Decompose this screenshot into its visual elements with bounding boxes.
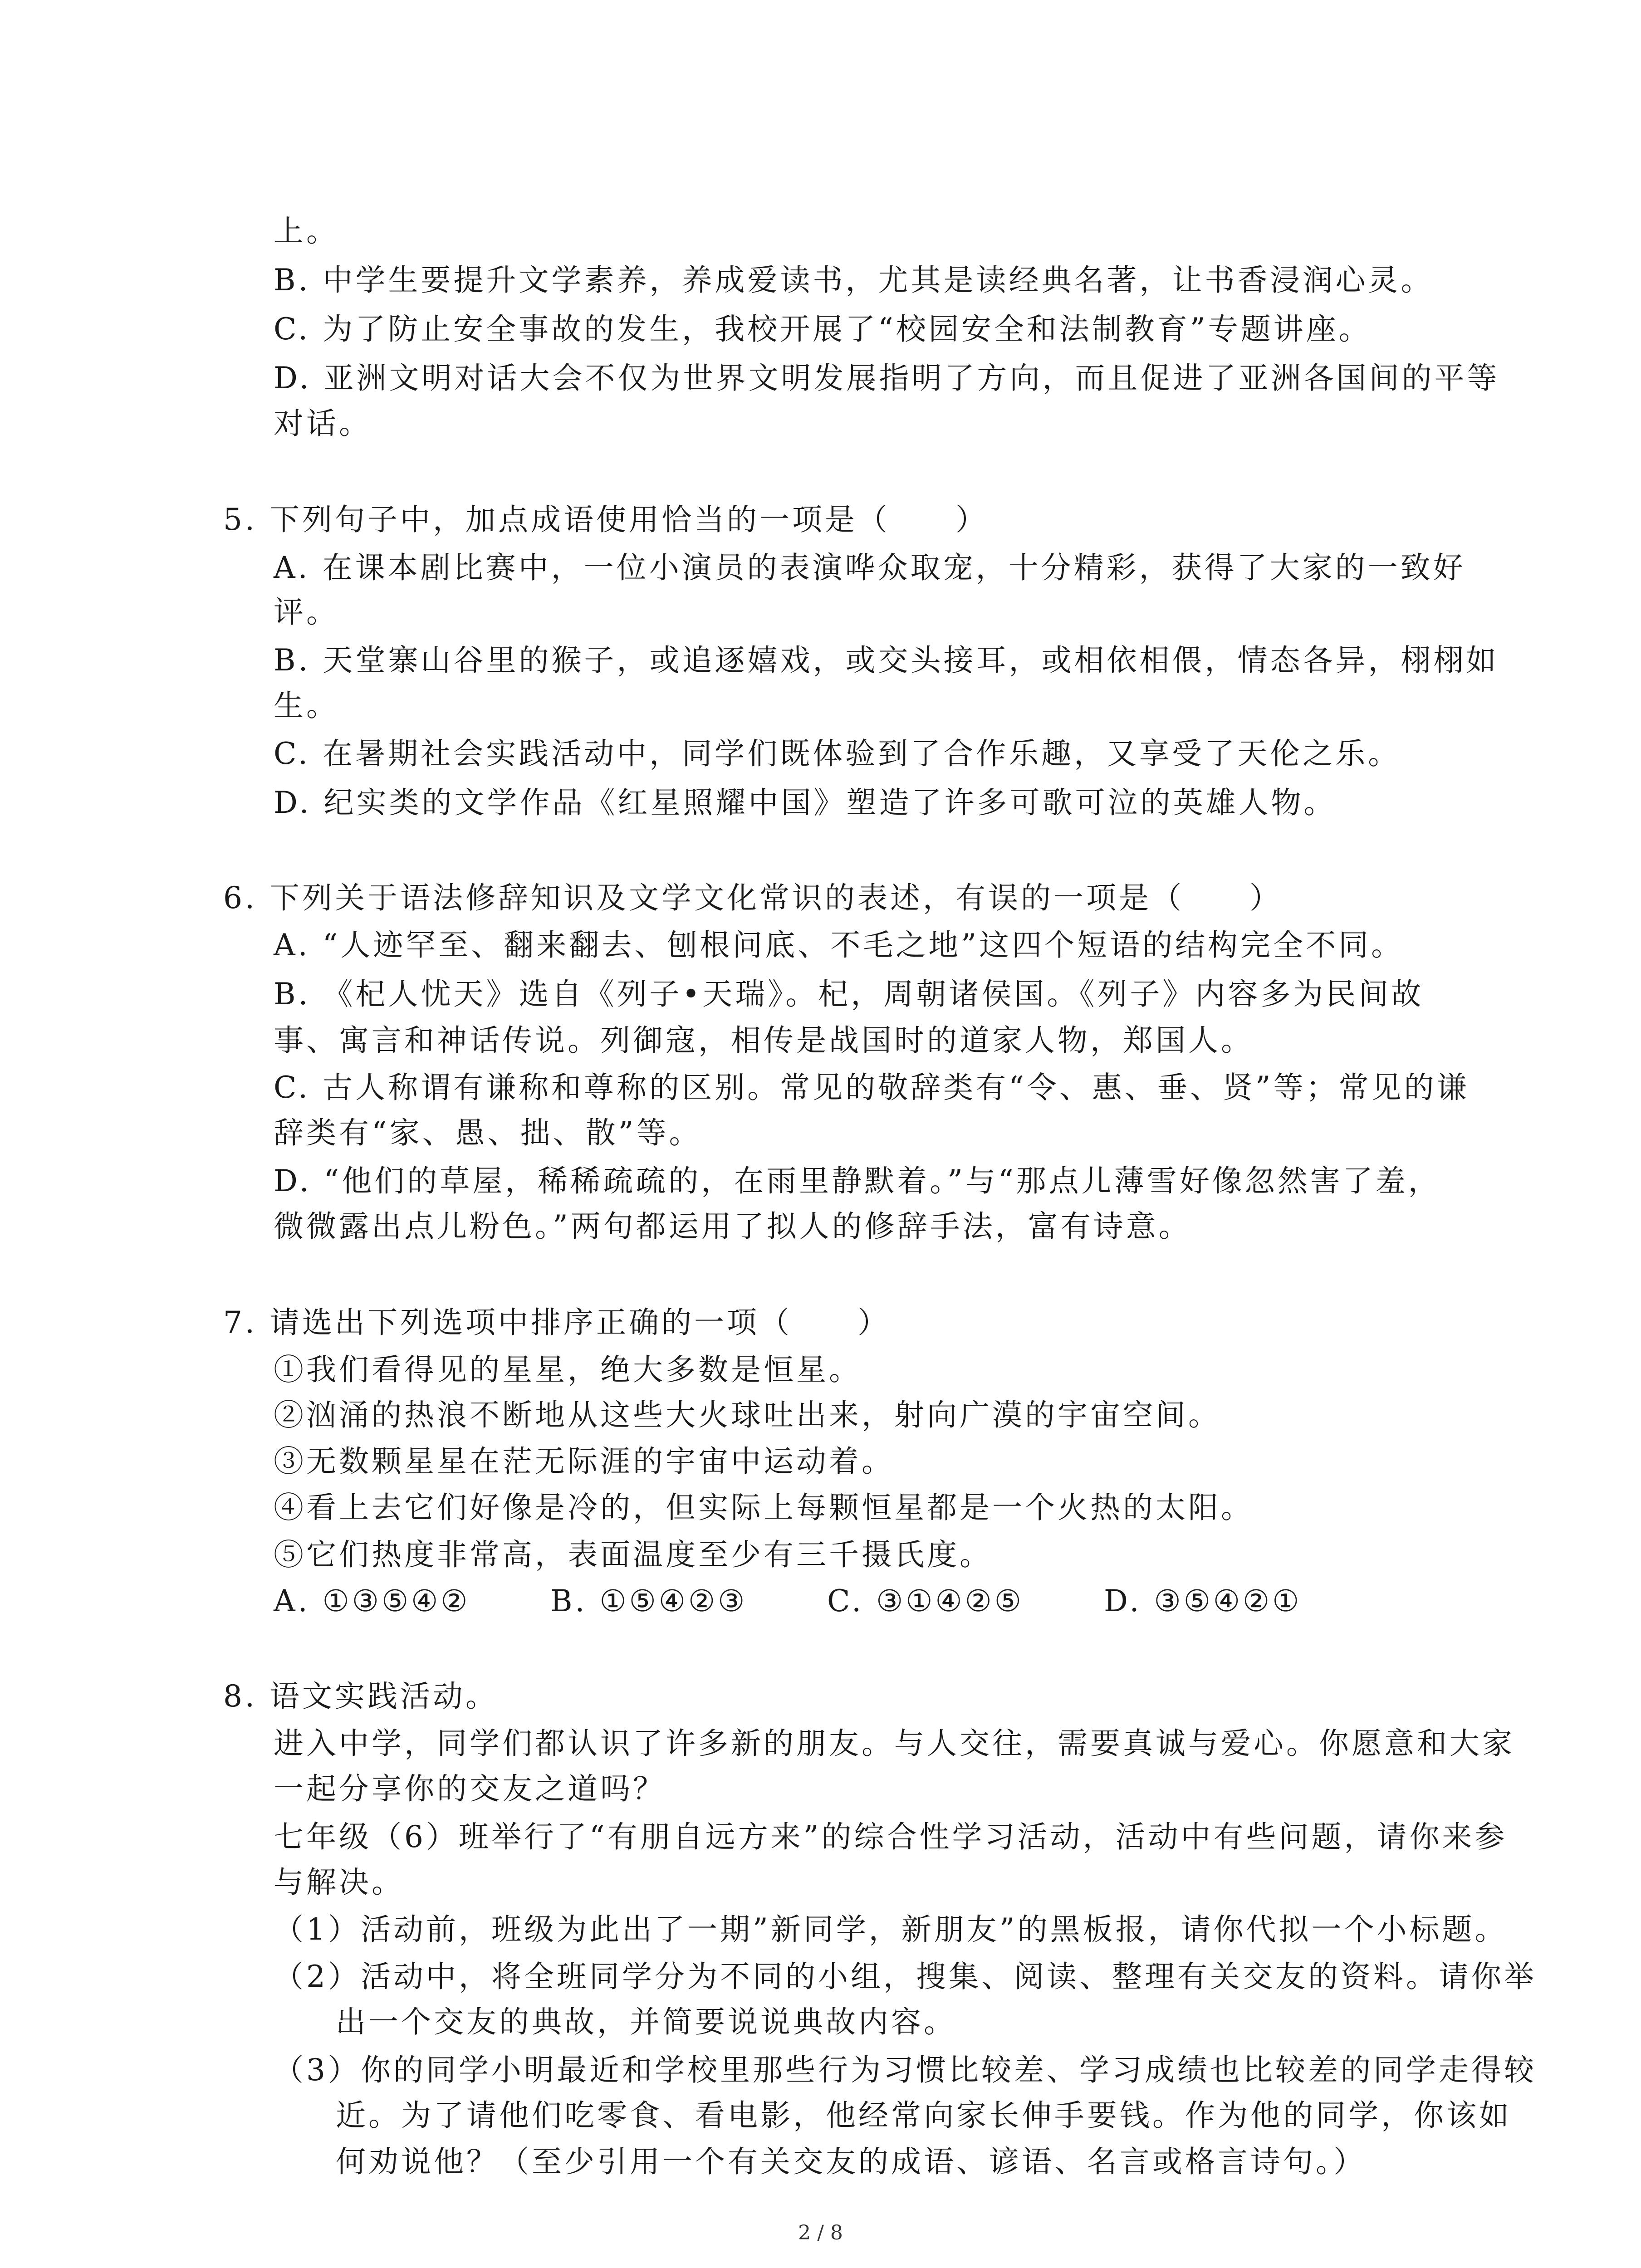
q7-choice-c: C. ③①④②⑤ <box>827 1584 1024 1618</box>
q7-choice-d: D. ③⑤④②① <box>1104 1584 1302 1618</box>
q8-sub1: （1）活动前，班级为此出了一期”新同学，新朋友”的黑板报，请你代拟一个小标题。 <box>274 1912 1508 1947</box>
q6-option-d-line2: 微微露出点儿粉色。”两句都运用了拟人的修辞手法，富有诗意。 <box>274 1209 1191 1244</box>
q6-option-c-line2: 辞类有“家、愚、拙、散”等。 <box>274 1115 702 1150</box>
q6-option-b-line2: 事、寓言和神话传说。列御寇，相传是战国时的道家人物，郑国人。 <box>274 1023 1254 1058</box>
q8-sub2-line2: 出一个交友的典故，并简要说说典故内容。 <box>336 2004 956 2039</box>
q4-line-continuation: 上。 <box>274 214 339 249</box>
q5-option-a-line1: A. 在课本剧比赛中，一位小演员的表演哗众取宠，十分精彩，获得了大家的一致好 <box>274 550 1466 585</box>
q8-intro-line2: 一起分享你的交友之道吗？ <box>274 1771 666 1806</box>
q8-activity-line1: 七年级（6）班举行了“有朋自远方来”的综合性学习活动，活动中有些问题，请你来参 <box>274 1819 1508 1854</box>
q7-sentence-2: ②汹涌的热浪不断地从这些大火球吐出来，射向广漠的宇宙空间。 <box>274 1398 1221 1432</box>
q8-activity-line2: 与解决。 <box>274 1865 404 1900</box>
q6-option-b-line1: B. 《杞人忧天》选自《列子•天瑞》。杞，周朝诸侯国。《列子》内容多为民间故 <box>274 977 1424 1012</box>
q7-choice-a: A. ①③⑤④② <box>274 1584 470 1618</box>
q5-option-b-line2: 生。 <box>274 688 339 723</box>
q6-stem: 6. 下列关于语法修辞知识及文学文化常识的表述，有误的一项是（ ） <box>223 880 1282 915</box>
q4-option-d-line2: 对话。 <box>274 406 372 441</box>
q8-sub3-line2: 近。为了请他们吃零食、看电影，他经常向家长伸手要钱。作为他的同学，你该如 <box>336 2098 1512 2133</box>
q7-sentence-1: ①我们看得见的星星，绝大多数是恒星。 <box>274 1352 862 1387</box>
q7-sentence-5: ⑤它们热度非常高，表面温度至少有三千摄氏度。 <box>274 1537 992 1572</box>
q5-option-a-line2: 评。 <box>274 595 339 630</box>
q4-option-c: C. 为了防止安全事故的发生，我校开展了“校园安全和法制教育”专题讲座。 <box>274 312 1372 347</box>
q5-option-c: C. 在暑期社会实践活动中，同学们既体验到了合作乐趣，又享受了天伦之乐。 <box>274 736 1401 771</box>
q8-sub3-line1: （3）你的同学小明最近和学校里那些行为习惯比较差、学习成绩也比较差的同学走得较 <box>274 2053 1537 2087</box>
q7-choices <box>274 1583 1381 1619</box>
q4-option-b: B. 中学生要提升文学素养，养成爱读书，尤其是读经典名著，让书香浸润心灵。 <box>274 263 1434 298</box>
q6-option-d-line1: D. “他们的草屋，稀稀疏疏的，在雨里静默着。”与“那点儿薄雪好像忽然害了羞， <box>274 1163 1441 1198</box>
q8-intro-line1: 进入中学，同学们都认识了许多新的朋友。与人交往，需要真诚与爱心。你愿意和大家 <box>274 1726 1515 1761</box>
page-number: 2 / 8 <box>798 2221 843 2244</box>
q4-option-d-line1: D. 亚洲文明对话大会不仅为世界文明发展指明了方向，而且促进了亚洲各国间的平等 <box>274 361 1500 396</box>
q7-sentence-4: ④看上去它们好像是冷的，但实际上每颗恒星都是一个火热的太阳。 <box>274 1490 1254 1525</box>
q5-option-d: D. 纪实类的文学作品《红星照耀中国》塑造了许多可歌可泣的英雄人物。 <box>274 785 1337 820</box>
q8-stem: 8. 语文实践活动。 <box>223 1679 498 1714</box>
q8-sub2-line1: （2）活动中，将全班同学分为不同的小组，搜集、阅读、整理有关交友的资料。请你举 <box>274 1959 1537 1994</box>
q6-option-a: A. “人迹罕至、翻来翻去、刨根问底、不毛之地”这四个短语的结构完全不同。 <box>274 928 1404 963</box>
q8-sub3-line3: 何劝说他？（至少引用一个有关交友的成语、谚语、名言或格言诗句。） <box>336 2144 1366 2179</box>
q5-stem: 5. 下列句子中，加点成语使用恰当的一项是（ ） <box>223 502 988 537</box>
q7-choice-b: B. ①⑤④②③ <box>550 1584 748 1618</box>
q5-option-b-line1: B. 天堂寨山谷里的猴子，或追逐嬉戏，或交头接耳，或相依相偎，情态各异，栩栩如 <box>274 643 1499 678</box>
q6-option-c-line1: C. 古人称谓有谦称和尊称的区别。常见的敬辞类有“令、惠、垂、贤”等；常见的谦 <box>274 1070 1470 1105</box>
q7-stem: 7. 请选出下列选项中排序正确的一项（ ） <box>223 1305 890 1340</box>
q7-sentence-3: ③无数颗星星在茫无际涯的宇宙中运动着。 <box>274 1444 894 1479</box>
